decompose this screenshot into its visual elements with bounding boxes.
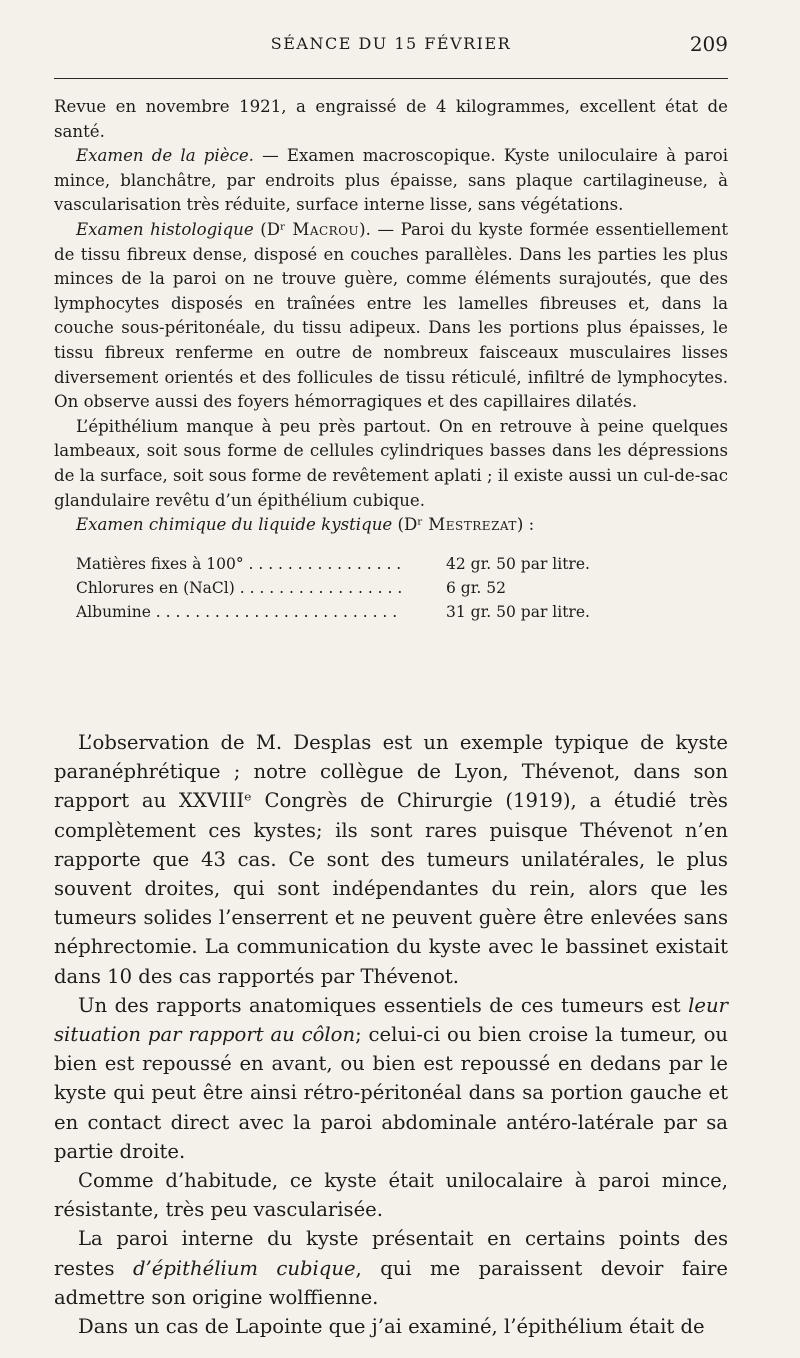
case-report-section [54, 95, 728, 624]
chemistry-paragraph: Examen chimique du liquide kystique (Dʳ Mestrezat) : [76, 515, 535, 535]
table-row [76, 576, 636, 600]
specimen-exam-paragraph [54, 144, 728, 218]
table-row-value: 31 gr. 50 par litre. [446, 602, 590, 621]
table-row [76, 600, 636, 624]
epithelium-paragraph: L’épithélium manque à peu près partout. On en retrouve à peine quelques lambeaux, soit sous forme de cellules cylindriques basses dans les dépressions de la surface, soit sous forme de revêtement aplati ; il existe aussi un cul-de-sac glandulaire revêtu d’un épithélium cubique. [54, 416, 728, 510]
table-row [76, 552, 636, 576]
histology-label: Examen histologique [76, 219, 254, 239]
table-row-label: Albumine . . . . . . . . . . . . . . . . . . . . . . . . . [76, 602, 398, 621]
epithelium-emphasis: d’épithélium cubique [132, 1256, 356, 1280]
specimen-exam-text: — Examen macroscopique. Kyste uniloculaire à paroi mince, blanchâtre, par endroits plus épaisse, sans plaque cartilagineuse, à vascularisation très réduite, surface interne lisse, sans végétations. [54, 146, 728, 215]
chemistry-table [76, 552, 636, 624]
specimen-exam-label: Examen de la pièce. [76, 146, 254, 166]
discussion-paragraph-1: L’observation de M. Desplas est un exemple typique de kyste paranéphrétique ; notre collègue de Lyon, Thévenot, dans son rapport au XXVIIIᵉ Congrès de Chirurgie (1919), a étudié très complètement ces kystes; ils sont rares puisque Thévenot n’en rapporte que 43 cas. Ce sont des tumeurs unilatérales, le plus souvent droites, qui sont indépendantes du rein, alors que les tumeurs solides l’enserrent et ne peuvent guère être enlevées sans néphrectomie. La communication du kyste avec le bassinet existait dans 10 des cas rapportés par Thévenot. [54, 731, 728, 988]
table-row-value: 6 gr. 52 [446, 578, 506, 597]
discussion-paragraph-4: La paroi interne du kyste présentait en certains points des restes d’épithélium cubique, qui me paraissent devoir faire admettre son origine wolffienne. [54, 1227, 728, 1309]
histology-text: ). — Paroi du kyste formée essentiellement de tissu fibreux dense, disposé en couches parallèles. Dans les parties les plus minces de la paroi on ne trouve guère, comme éléments surajoutés, que des lymphocytes disposés en traînées entre les lamelles fibreuses et, dans la couche sous-péritonéale, du tissu adipeux. Dans les portions plus épaisses, le tissu fibreux renferme en outre de nombreux faisceaux musculaires lisses diversement orientés et des follicules de tissu réticulé, infiltré de lymphocytes. On observe aussi des foyers hémorragiques et des capillaires dilatés. [54, 219, 729, 412]
table-row-label: Chlorures en (NaCl) . . . . . . . . . . . . . . . . . [76, 578, 403, 597]
discussion-section [54, 728, 728, 1341]
running-title: SÉANCE DU 15 FÉVRIER [270, 34, 512, 53]
header-rule [54, 78, 728, 79]
discussion-paragraph-5: Dans un cas de Lapointe que j’ai examiné, l’épithélium était de [78, 1315, 705, 1339]
page-number: 209 [689, 32, 728, 56]
chemistry-author: Mestrezat [428, 515, 517, 535]
histology-paragraph: Examen histologique (Dʳ Macrou). — Paroi du kyste formée essentiellement de tissu fibreux dense, disposé en couches parallèles. Dans les parties les plus minces de la paroi on ne trouve guère, comme éléments surajoutés, que des lymphocytes disposés en traînées entre les lamelles fibreuses et, dans la couche sous-péritonéale, du tissu adipeux. Dans les portions plus épaisses, le tissu fibreux renferme en outre de nombreux faisceaux musculaires lisses diversement orientés et des follicules de tissu réticulé, infiltré de lymphocytes. On observe aussi des foyers hémorragiques et des capillaires dilatés. [54, 219, 729, 412]
followup-paragraph: Revue en novembre 1921, a engraissé de 4 kilogrammes, excellent état de santé. [54, 97, 728, 141]
running-header [54, 34, 728, 62]
chemistry-label: Examen chimique du liquide kystique [76, 515, 393, 535]
discussion-paragraph-3: Comme d’habitude, ce kyste était unilocalaire à paroi mince, résistante, très peu vascularisée. [54, 1169, 728, 1222]
discussion-paragraph-2: Un des rapports anatomiques essentiels de ces tumeurs est leur situation par rapport au côlon; celui-ci ou bien croise la tumeur, ou bien est repoussé en avant, ou bien est repoussé en dedans par le kyste qui peut être ainsi rétro-péritonéal dans sa portion gauche et en contact direct avec la paroi abdominale antéro-latérale par sa partie droite. [54, 993, 728, 1163]
table-row-label: Matières fixes à 100° . . . . . . . . . . . . . . . . [76, 554, 402, 573]
table-row-value: 42 gr. 50 par litre. [446, 554, 590, 573]
histology-author: Macrou [292, 219, 360, 239]
colon-relation-emphasis: leur situation par rapport au côlon [54, 993, 728, 1047]
